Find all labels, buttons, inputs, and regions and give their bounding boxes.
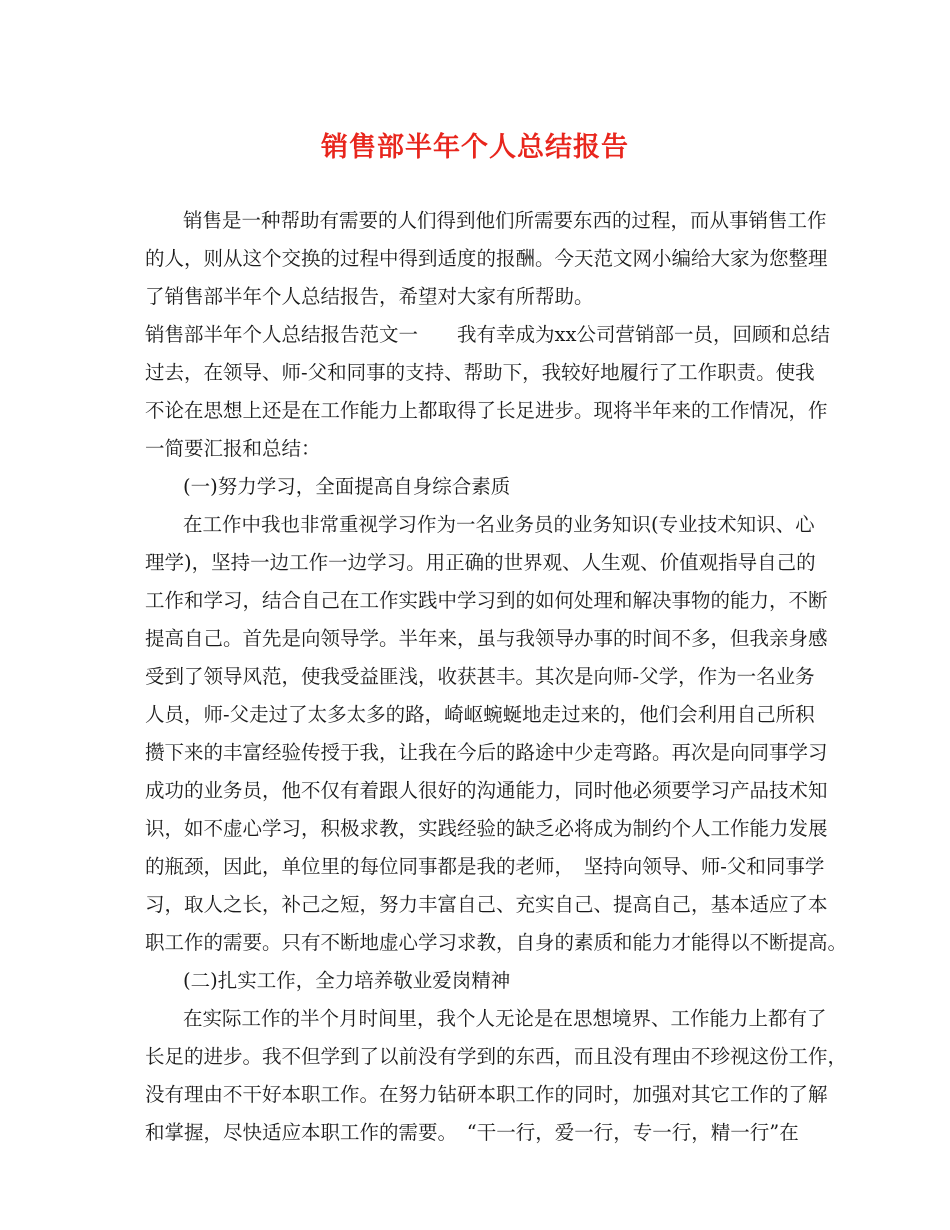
- paragraph-line: 的瓶颈，因此，单位里的每位同事都是我的老师， 坚持向领导、师-父和同事学: [145, 855, 825, 878]
- section-heading: (二)扎实工作，全力培养敬业爱岗精神: [183, 969, 511, 992]
- paragraph-line: 人员，师-父走过了太多太多的路，崎岖蜿蜒地走过来的，他们会利用自己所积: [145, 703, 815, 726]
- paragraph-line: 成功的业务员，他不仅有着跟人很好的沟通能力，同时他必须要学习产品技术知: [145, 779, 828, 802]
- paragraph-line: 过去，在领导、师-父和同事的支持、帮助下，我较好地履行了工作职责。使我: [145, 361, 815, 384]
- paragraph-line: 长足的进步。我不但学到了以前没有学到的东西，而且没有理由不珍视这份工作，: [145, 1045, 848, 1068]
- paragraph-line: 提高自己。首先是向领导学。半年来，虽与我领导办事的时间不多，但我亲身感: [145, 627, 828, 650]
- paragraph-line: 销售是一种帮助有需要的人们得到他们所需要东西的过程，而从事销售工作: [183, 209, 827, 232]
- paragraph-line: 受到了领导风范，使我受益匪浅，收获甚丰。其次是向师-父学，作为一名业务: [145, 665, 815, 688]
- document-title: 销售部半年个人总结报告: [321, 132, 629, 163]
- paragraph-line: 理学)，坚持一边工作一边学习。用正确的世界观、人生观、价值观指导自己的: [145, 551, 816, 574]
- paragraph-line: 攒下来的丰富经验传授于我，让我在今后的路途中少走弯路。再次是向同事学习: [145, 741, 828, 764]
- paragraph-line: 销售部半年个人总结报告范文一 我有幸成为xx公司营销部一员，回顾和总结: [145, 323, 830, 346]
- paragraph-line: 识，如不虚心学习，积极求教，实践经验的缺乏必将成为制约个人工作能力发展: [145, 817, 828, 840]
- paragraph-line: 没有理由不干好本职工作。在努力钻研本职工作的同时，加强对其它工作的了解: [145, 1083, 828, 1106]
- paragraph-line: 了销售部半年个人总结报告，希望对大家有所帮助。: [145, 285, 594, 308]
- paragraph-line: 职工作的需要。只有不断地虚心学习求教，自身的素质和能力才能得以不断提高。: [145, 931, 848, 954]
- paragraph-line: 和掌握，尽快适应本职工作的需要。 “干一行，爱一行，专一行，精一行”在: [145, 1121, 799, 1144]
- section-heading: (一)努力学习，全面提高自身综合素质: [183, 475, 511, 498]
- paragraph-line: 一简要汇报和总结：: [145, 437, 321, 460]
- paragraph-line: 的人，则从这个交换的过程中得到适度的报酬。今天范文网小编给大家为您整理: [145, 247, 828, 270]
- paragraph-line: 习，取人之长，补己之短，努力丰富自己、充实自己、提高自己，基本适应了本: [145, 893, 828, 916]
- paragraph-line: 不论在思想上还是在工作能力上都取得了长足进步。现将半年来的工作情况，作: [145, 399, 828, 422]
- paragraph-line: 工作和学习，结合自己在工作实践中学习到的如何处理和解决事物的能力，不断: [145, 589, 828, 612]
- paragraph-line: 在工作中我也非常重视学习作为一名业务员的业务知识(专业技术知识、心: [183, 513, 815, 536]
- paragraph-line: 在实际工作的半个月时间里，我个人无论是在思想境界、工作能力上都有了: [183, 1007, 827, 1030]
